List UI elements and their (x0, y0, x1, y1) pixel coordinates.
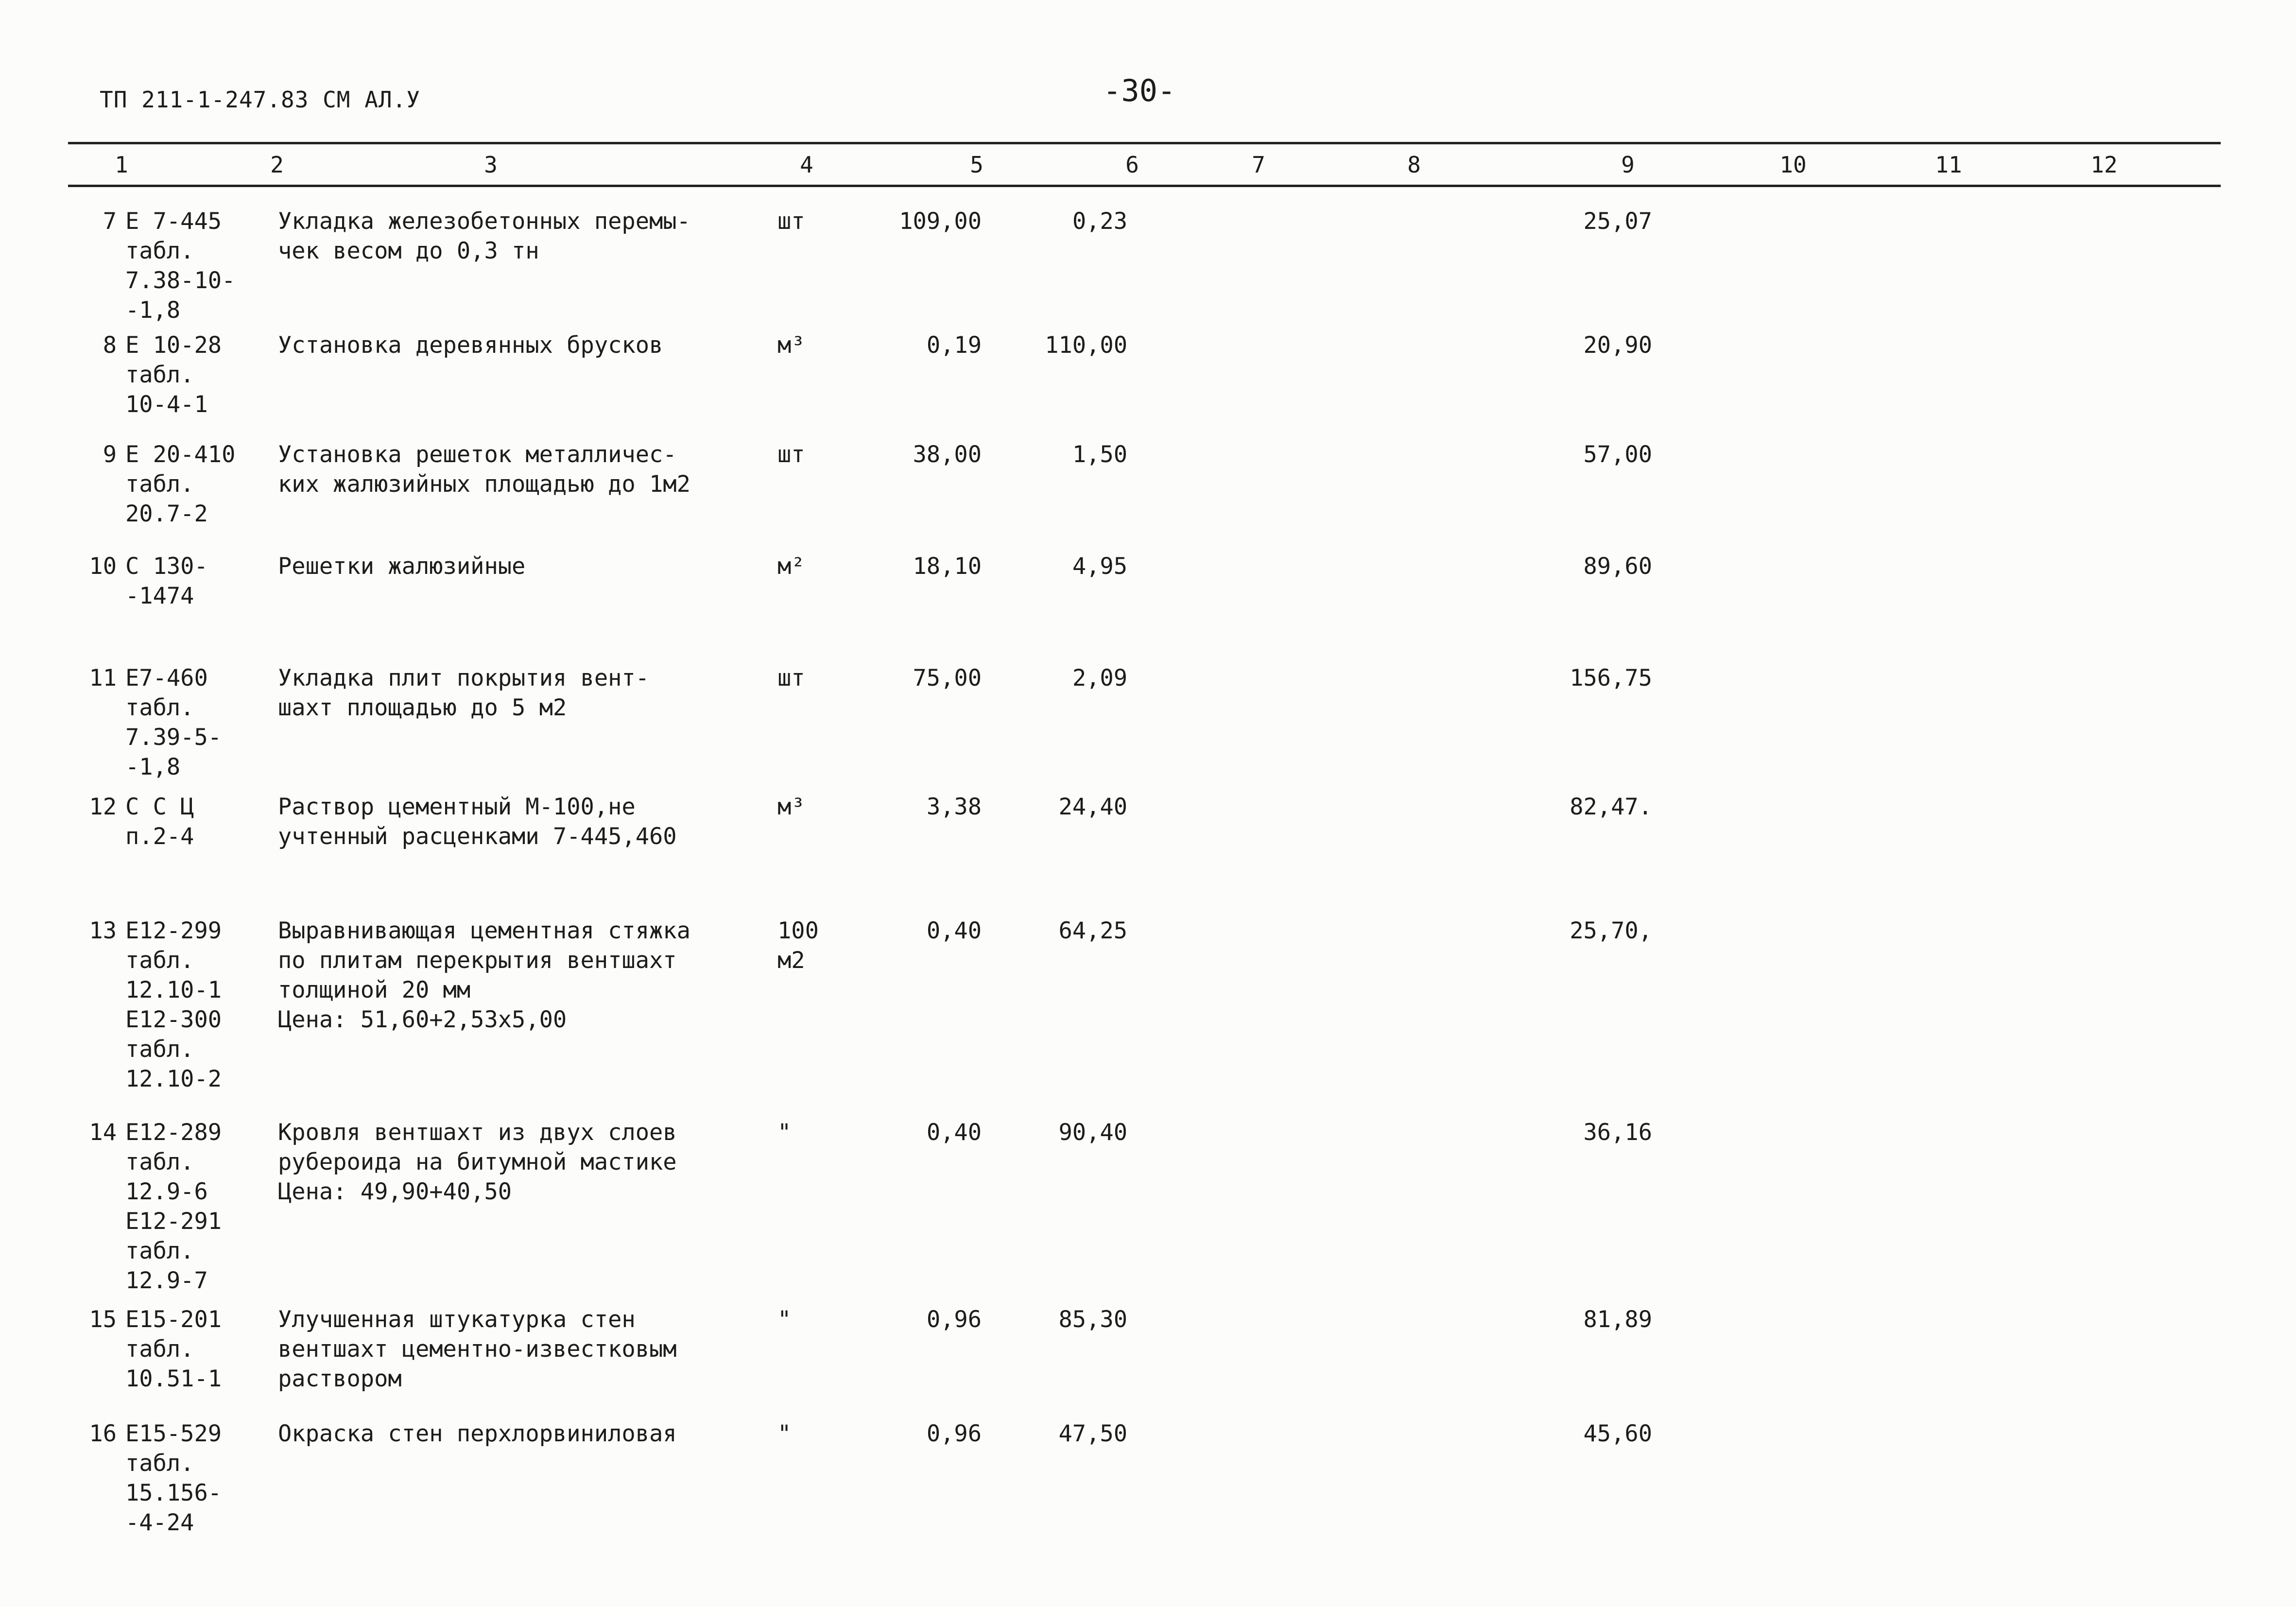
column-header-1: 1 (115, 152, 128, 178)
unit: " (777, 1306, 792, 1333)
rate-code-line: Е7-460 (125, 665, 208, 691)
rate-code-line: табл. (125, 471, 194, 498)
unit-price: 64,25 (1058, 917, 1127, 944)
rate-code-line: 12.9-7 (125, 1267, 208, 1294)
work-description (278, 552, 764, 581)
column-header-4: 4 (800, 152, 813, 178)
rate-code (125, 552, 271, 611)
work-description-line: ких жалюзийных площадью до 1м2 (278, 471, 691, 498)
unit-price: 2,09 (1072, 665, 1127, 691)
rate-code-line: 12.9-6 (125, 1178, 208, 1205)
rate-code-line: 12.10-2 (125, 1066, 222, 1092)
work-description (278, 792, 764, 851)
row-number: 10 (89, 553, 117, 580)
rate-code-line: Е12-291 (125, 1208, 222, 1235)
total-cost: 25,70, (1570, 917, 1652, 944)
unit: шт (777, 208, 805, 235)
total-cost: 89,60 (1583, 553, 1652, 580)
table-top-rule (68, 142, 2221, 144)
work-description-line: чек весом до 0,3 тн (278, 238, 539, 264)
work-description-line: Раствор цементный М-100,не (278, 794, 636, 820)
rate-code-line: табл. (125, 1036, 194, 1063)
row-number: 9 (103, 441, 117, 468)
rate-code-line: Е 10-28 (125, 332, 222, 359)
rate-code-line: 10.51-1 (125, 1365, 222, 1392)
work-description-line: Окраска стен перхлорвиниловая (278, 1420, 677, 1447)
rate-code-line: табл. (125, 1149, 194, 1175)
rate-code-line: 15.156- (125, 1480, 222, 1506)
rate-code (125, 663, 271, 782)
unit-price: 24,40 (1058, 794, 1127, 820)
quantity: 38,00 (913, 441, 982, 468)
rate-code-line: табл. (125, 238, 194, 264)
work-description-line: Улучшенная штукатурка стен (278, 1306, 636, 1333)
total-cost: 25,07 (1583, 208, 1652, 235)
work-description (278, 207, 764, 266)
unit: м³ (777, 332, 805, 359)
rate-code-line: табл. (125, 362, 194, 388)
unit-price: 85,30 (1058, 1306, 1127, 1333)
total-cost: 57,00 (1583, 441, 1652, 468)
row-number: 7 (103, 208, 117, 235)
work-description-line: Цена: 51,60+2,53х5,00 (278, 1006, 567, 1033)
rate-code-line: п.2-4 (125, 823, 194, 850)
rate-code-line: -1,8 (125, 754, 181, 780)
work-description (278, 663, 764, 723)
unit: " (777, 1119, 792, 1146)
work-description (278, 1118, 764, 1207)
rate-code-line: Е 20-410 (125, 441, 236, 468)
work-description (278, 330, 764, 360)
rate-code-line: Е15-201 (125, 1306, 222, 1333)
work-description (278, 916, 764, 1035)
rate-code-line: табл. (125, 947, 194, 974)
row-number: 8 (103, 332, 117, 359)
rate-code-line: -1474 (125, 583, 194, 609)
unit: м² (777, 553, 805, 580)
rate-code-line: Е12-299 (125, 917, 222, 944)
work-description-line: толщиной 20 мм (278, 977, 471, 1003)
column-header-10: 10 (1779, 152, 1807, 178)
quantity: 0,96 (926, 1420, 982, 1447)
rate-code (125, 1118, 271, 1296)
column-header-12: 12 (2090, 152, 2118, 178)
page-number: -30- (1103, 73, 1176, 108)
rate-code-line: 20.7-2 (125, 501, 208, 527)
rate-code-line: Е15-529 (125, 1420, 222, 1447)
work-description-line: Выравнивающая цементная стяжка (278, 917, 691, 944)
work-description-line: Цена: 49,90+40,50 (278, 1178, 512, 1205)
column-header-6: 6 (1125, 152, 1139, 178)
quantity: 3,38 (926, 794, 982, 820)
unit: " (777, 1420, 792, 1447)
work-description-line: Решетки жалюзийные (278, 553, 526, 580)
work-description-line: Установка деревянных брусков (278, 332, 663, 359)
unit-price: 4,95 (1072, 553, 1127, 580)
column-header-2: 2 (270, 152, 284, 178)
row-number: 11 (89, 665, 117, 691)
unit: 100 м2 (777, 917, 819, 974)
rate-code-line: 12.10-1 (125, 977, 222, 1003)
row-number: 14 (89, 1119, 117, 1146)
work-description-line: вентшахт цементно-известковым (278, 1336, 677, 1363)
column-header-11: 11 (1935, 152, 1962, 178)
total-cost: 20,90 (1583, 332, 1652, 359)
rate-code-line: С С Ц (125, 794, 194, 820)
quantity: 0,40 (926, 917, 982, 944)
unit-price: 90,40 (1058, 1119, 1127, 1146)
total-cost: 36,16 (1583, 1119, 1652, 1146)
unit-price: 47,50 (1058, 1420, 1127, 1447)
quantity: 0,40 (926, 1119, 982, 1146)
column-header-5: 5 (970, 152, 984, 178)
column-header-9: 9 (1621, 152, 1635, 178)
quantity: 0,19 (926, 332, 982, 359)
quantity: 0,96 (926, 1306, 982, 1333)
rate-code (125, 440, 271, 529)
row-number: 15 (89, 1306, 117, 1333)
work-description-line: шахт площадью до 5 м2 (278, 694, 567, 721)
work-description-line: учтенный расценками 7-445,460 (278, 823, 677, 850)
rate-code-line: 7.38-10- (125, 267, 236, 294)
rate-code (125, 792, 271, 851)
rate-code-line: С 130- (125, 553, 208, 580)
rate-code-line: Е12-300 (125, 1006, 222, 1033)
rate-code-line: 10-4-1 (125, 391, 208, 418)
work-description-line: Кровля вентшахт из двух слоев (278, 1119, 677, 1146)
document-code: ТП 211-1-247.83 СМ АЛ.У (100, 86, 420, 113)
rate-code-line: Е 7-445 (125, 208, 222, 235)
rate-code (125, 916, 271, 1094)
column-header-8: 8 (1407, 152, 1421, 178)
row-number: 12 (89, 794, 117, 820)
total-cost: 45,60 (1583, 1420, 1652, 1447)
row-number: 13 (89, 917, 117, 944)
quantity: 18,10 (913, 553, 982, 580)
unit: шт (777, 441, 805, 468)
column-header-3: 3 (484, 152, 498, 178)
work-description-line: рубероида на битумной мастике (278, 1149, 677, 1175)
rate-code-line: табл. (125, 1450, 194, 1477)
work-description (278, 1305, 764, 1394)
total-cost: 81,89 (1583, 1306, 1652, 1333)
quantity: 75,00 (913, 665, 982, 691)
work-description-line: по плитам перекрытия вентшахт (278, 947, 677, 974)
rate-code (125, 207, 271, 325)
work-description-line: Установка решеток металличес- (278, 441, 677, 468)
work-description-line: Укладка железобетонных перемы- (278, 208, 691, 235)
rate-code (125, 1419, 271, 1538)
rate-code (125, 1305, 271, 1394)
rate-code-line: -1,8 (125, 297, 181, 324)
total-cost: 156,75 (1570, 665, 1652, 691)
rate-code-line: -4-24 (125, 1509, 194, 1536)
unit: м³ (777, 794, 805, 820)
unit-price: 110,00 (1045, 332, 1127, 359)
rate-code-line: табл. (125, 1336, 194, 1363)
rate-code-line: табл. (125, 694, 194, 721)
row-number: 16 (89, 1420, 117, 1447)
rate-code (125, 330, 271, 419)
quantity: 109,00 (899, 208, 982, 235)
column-header-7: 7 (1252, 152, 1265, 178)
table-header-rule (68, 185, 2221, 187)
work-description (278, 440, 764, 499)
rate-code-line: 7.39-5- (125, 724, 222, 751)
rate-code-line: Е12-289 (125, 1119, 222, 1146)
total-cost: 82,47. (1570, 794, 1652, 820)
unit-price: 1,50 (1072, 441, 1127, 468)
unit: шт (777, 665, 805, 691)
work-description (278, 1419, 764, 1449)
work-description-line: Укладка плит покрытия вент- (278, 665, 650, 691)
work-description-line: раствором (278, 1365, 402, 1392)
unit-price: 0,23 (1072, 208, 1127, 235)
rate-code-line: табл. (125, 1238, 194, 1264)
